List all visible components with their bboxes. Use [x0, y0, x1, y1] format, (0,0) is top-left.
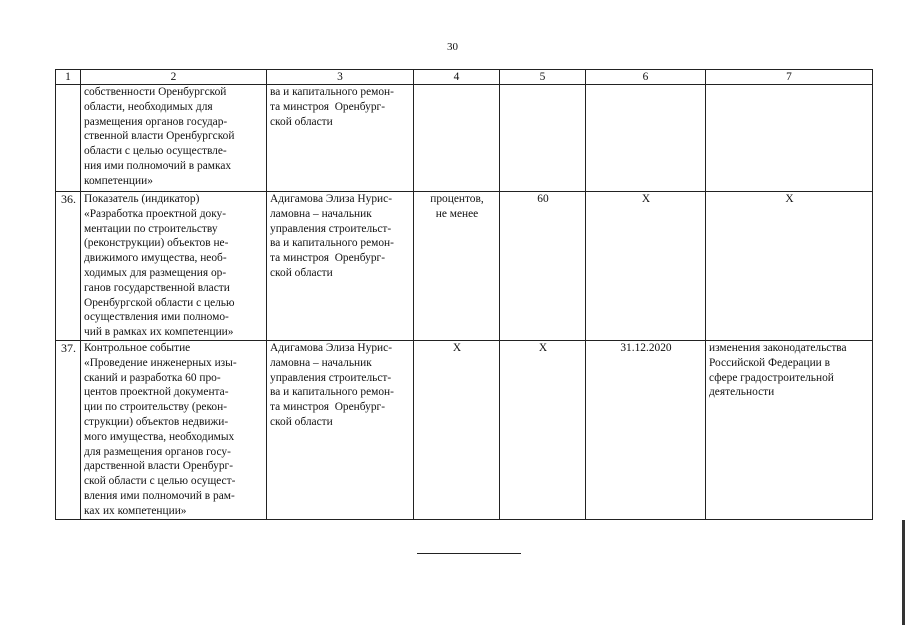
description-text: Контрольное событие «Проведение инженерных изы- сканий и разработка 60 про- центов проектной документа- ции по строительству (рекон- струкции) объектов недвижи- мого имущества, необходимых для размещения органов госу- дарственной власти Оренбург- ской области с целью осущест- вления ими полномочий в рам- ках их компетенции»: [84, 341, 237, 517]
date-cell: [586, 85, 706, 192]
table-row: [56, 340, 873, 519]
note-text: изменения законодательства Российской Федерации в сфере градостроительной деятельности: [709, 341, 847, 399]
column-header: 7: [706, 70, 873, 85]
note-cell: [706, 85, 873, 192]
value-cell: X: [500, 340, 586, 519]
responsible-text: ва и капитального ремон- та минстроя Оренбург- ской области: [270, 86, 394, 128]
column-header: 4: [414, 70, 500, 85]
unit-cell: [414, 192, 500, 341]
column-header: 5: [500, 70, 586, 85]
row-number-cell: [56, 85, 81, 192]
description-text: собственности Оренбургской области, необходимых для размещения органов государ- ственной власти Оренбургской области с целью осуществле- ния ими полномочий в рамках компетенции»: [84, 86, 235, 187]
note-cell: [706, 192, 873, 341]
description-cell: [81, 340, 267, 519]
table-header-row: [56, 70, 873, 85]
column-header: 6: [586, 70, 706, 85]
responsible-text: Адигамова Элиза Нурис- ламовна – начальник управления строительст- ва и капитального ремон- та минстроя Оренбург- ской области: [270, 193, 394, 279]
description-cell: [81, 85, 267, 192]
description-cell: [81, 192, 267, 341]
value-cell: 60: [500, 192, 586, 341]
unit-cell: [414, 85, 500, 192]
page-number: 30: [447, 41, 458, 53]
row-number-cell: 36.: [56, 192, 81, 341]
responsible-text: Адигамова Элиза Нурис- ламовна – начальник управления строительст- ва и капитального ремон- та минстроя Оренбург- ской области: [270, 341, 394, 428]
row-number-cell: 37.: [56, 340, 81, 519]
date-cell: 31.12.2020: [586, 340, 706, 519]
unit-text: процентов, не менее: [430, 193, 484, 220]
unit-text: X: [452, 341, 462, 354]
value-cell: [500, 85, 586, 192]
column-header: 3: [267, 70, 414, 85]
closing-rule-line: [417, 553, 521, 554]
column-header: 2: [81, 70, 267, 85]
responsible-cell: [267, 85, 414, 192]
unit-cell: [414, 340, 500, 519]
note-text: X: [785, 193, 794, 205]
note-cell: [706, 340, 873, 519]
date-cell: X: [586, 192, 706, 341]
description-text: Показатель (индикатор) «Разработка проектной доку- ментации по строительству (реконструкции) объектов не- движимого имущества, необ- ходимых для размещения ор- ганов государственной власти Оренбургской области с целью осуществления ими полномо- чий в рамках их компетенции»: [84, 193, 235, 339]
responsible-cell: [267, 340, 414, 519]
program-table: [55, 69, 873, 520]
responsible-cell: [267, 192, 414, 341]
table-row: [56, 192, 873, 341]
table-row: [56, 85, 873, 192]
column-header: 1: [56, 70, 81, 85]
